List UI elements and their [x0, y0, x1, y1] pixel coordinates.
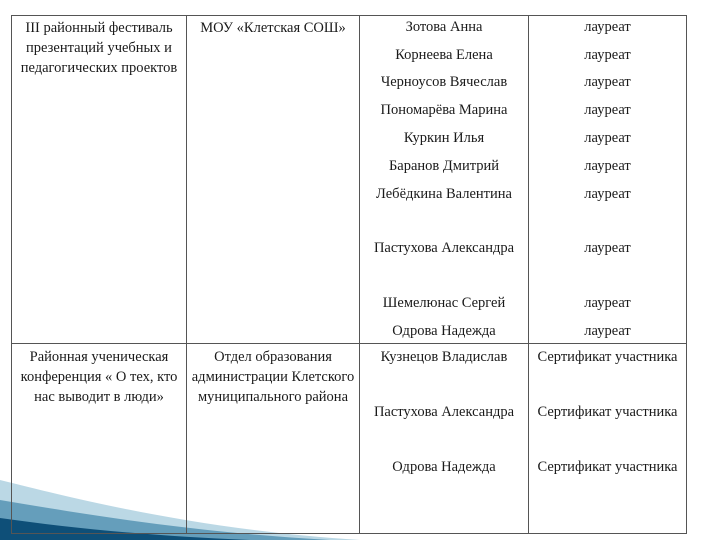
result-cell: Сертификат участника [537, 459, 678, 475]
participant-name-cell: Одрова Надежда [392, 323, 496, 339]
organizer-cell: Отдел образования администрации Клетского муниципального района [191, 349, 355, 405]
participant-name-cell: Лебёдкина Валентина [376, 186, 512, 202]
participant-name-cell: Пастухова Александра [373, 240, 515, 256]
participant-name-cell: Пономарёва Марина [380, 102, 508, 118]
participant-name-cell: Черноусов Вячеслав [380, 74, 508, 90]
event-name-cell: Районная ученическая конференция « О тех, кто нас выводит в люди» [20, 349, 178, 405]
participant-name-cell: Куркин Илья [403, 130, 485, 146]
participant-name-cell: Корнеева Елена [395, 47, 493, 63]
participant-name-cell: Кузнецов Владислав [380, 349, 508, 365]
result-cell: лауреат [584, 130, 631, 146]
event-name-cell: III районный фестиваль презентаций учебных и педагогических проектов [20, 20, 178, 76]
participant-name-cell: Одрова Надежда [392, 459, 496, 475]
participant-name-cell: Баранов Дмитрий [388, 158, 500, 174]
participant-name-cell: Зотова Анна [405, 19, 483, 35]
result-cell: лауреат [584, 240, 631, 256]
result-cell: лауреат [584, 158, 631, 174]
participant-name-cell: Шемелюнас Сергей [382, 295, 506, 311]
result-cell: лауреат [584, 102, 631, 118]
result-cell: лауреат [584, 186, 631, 202]
result-cell: Сертификат участника [537, 404, 678, 420]
result-cell: лауреат [584, 74, 631, 90]
result-cell: лауреат [584, 19, 631, 35]
result-cell: лауреат [584, 295, 631, 311]
result-cell: Сертификат участника [537, 349, 678, 365]
result-cell: лауреат [584, 47, 631, 63]
result-cell: лауреат [584, 323, 631, 339]
organizer-cell: МОУ «Клетская СОШ» [200, 20, 346, 36]
participant-name-cell: Пастухова Александра [373, 404, 515, 420]
